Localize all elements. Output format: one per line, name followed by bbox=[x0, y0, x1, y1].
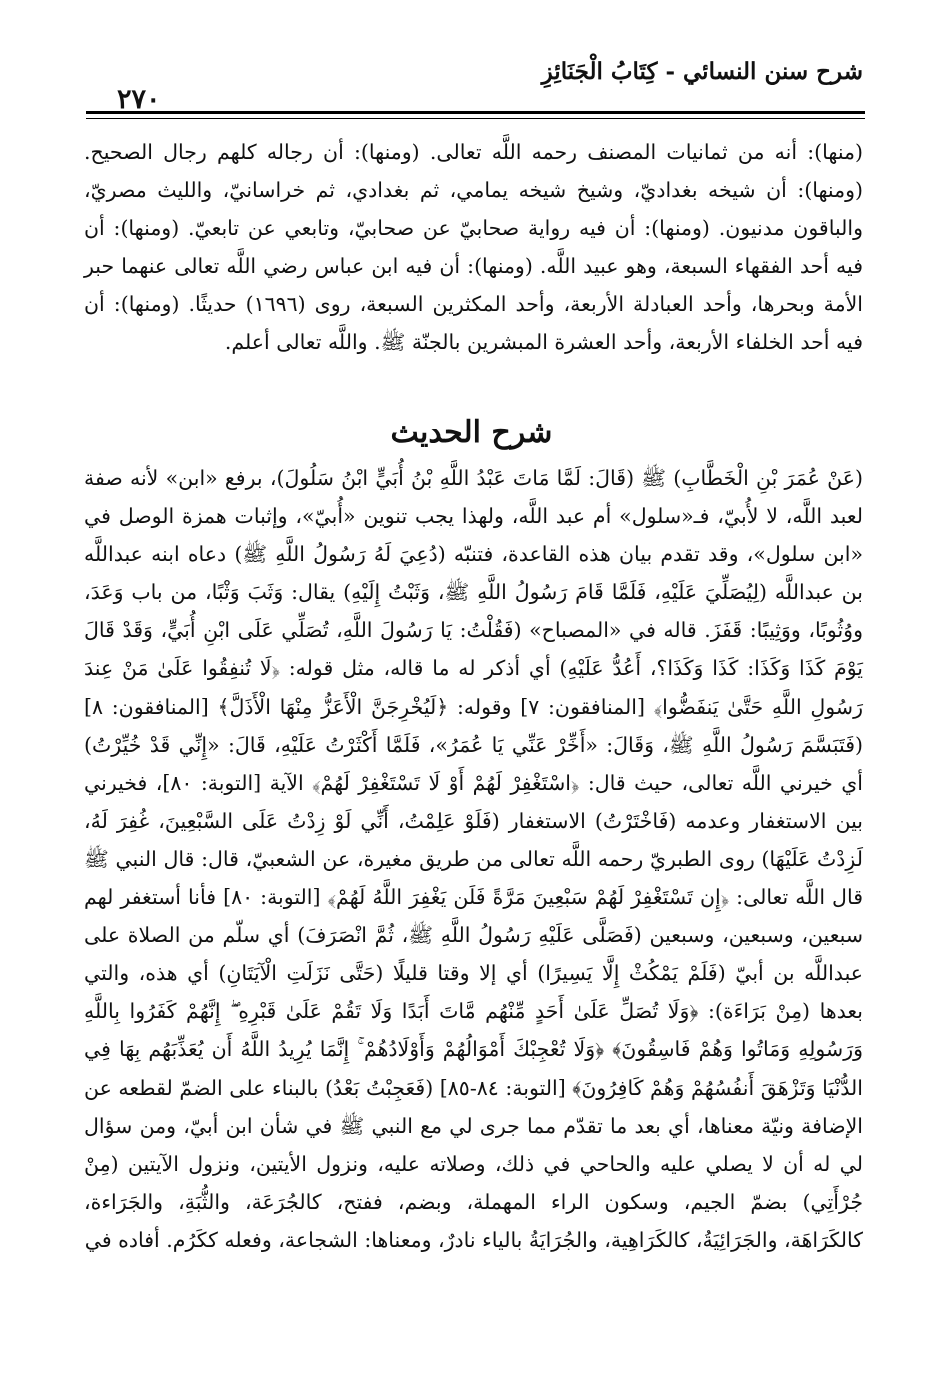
hadith-commentary bbox=[84, 459, 863, 1259]
header-rule-thick bbox=[86, 111, 865, 114]
commentary-paragraph: (عَنْ عُمَرَ بْنِ الْخَطَّابِ) ﷺ (قَالَ: لَمَّا مَاتَ عَبْدُ اللَّهِ بْنُ أُبَيٍّ ابْنُ سَلُولَ)، برفع «ابن» لأنه صفة لعبد اللَّه، لا لأُبيّ، فـ«سلول» أم عبد اللَّه، ولهذا يجب تنوين «أُبيّ»، وإثبات همزة الوصل في «ابن سلول»، وقد تقدم بيان هذه القاعدة، فتنبّه (دُعِيَ لَهُ رَسُولُ اللَّهِ ﷺ) دعاه ابنه عبداللَّه بن عبداللَّه (لِيُصَلِّيَ عَلَيْهِ، فَلَمَّا قَامَ رَسُولُ اللَّهِ ﷺ، وَثَبْتُ إِلَيْهِ) يقال: وَثَبَ وَثْبًا، من باب وَعَدَ، ووُثُوبًا، ووَثِيبًا: قَفَزَ. قاله في «المصباح» (فَقُلْتُ: يَا رَسُولَ اللَّهِ، تُصَلِّي عَلَى ابْنِ أُبَيٍّ، وَقَدْ قَالَ يَوْمَ كَذَا وَكَذَا: كَذَا وَكَذَا؟، أَعُدُّ عَلَيْهِ) أي أذكر له ما قاله، مثل قوله: ﴿لَا تُنفِقُوا عَلَىٰ مَنْ عِندَ رَسُولِ اللَّهِ حَتَّىٰ يَنفَضُّوا﴾ [المنافقون: ٧] وقوله: ﴿لَيُخْرِجَنَّ الْأَعَزُّ مِنْهَا الْأَذَلَّ﴾ [المنافقون: ٨] (فَتَبَسَّمَ رَسُولُ اللَّهِ ﷺ، وَقَالَ: «أَخِّرْ عَنِّي يَا عُمَرُ»، فَلَمَّا أَكْثَرْتُ عَلَيْهِ، قَالَ: «إِنِّي قَدْ خُيِّرْتُ) أي خيرني اللَّه تعالى، حيث قال: ﴿اسْتَغْفِرْ لَهُمْ أَوْ لَا تَسْتَغْفِرْ لَهُمْ﴾ الآية [التوبة: ٨٠]، فخيرني بين الاستغفار وعدمه (فَاخْتَرْتُ) الاستغفار (فَلَوْ عَلِمْتُ، أَنِّي لَوْ زِدْتُ عَلَى السَّبْعِينَ، غُفِرَ لَهُ، لَزِدْتُ عَلَيْهَا) روى الطبريّ رحمه اللَّه تعالى من طريق مغيرة، عن الشعبيّ، قال: قال النبي ﷺ قال اللَّه تعالى: ﴿إِن تَسْتَغْفِرْ لَهُمْ سَبْعِينَ مَرَّةً فَلَن يَغْفِرَ اللَّهُ لَهُمْ﴾ [التوبة: ٨٠] فأنا أستغفر لهم سبعين، وسبعين، وسبعين (فَصَلَّى عَلَيْهِ رَسُولُ اللَّهِ ﷺ، ثُمَّ انْصَرَفَ) أي سلّم من الصلاة على عبداللَّه بن أبيّ (فَلَمْ يَمْكُثْ إِلَّا يَسِيرًا) أي إلا وقتا قليلًا (حَتَّى نَزَلَتِ الْآيَتَانِ) أي هذه، والتي بعدها (مِنْ بَرَاءَة): ﴿وَلَا تُصَلِّ عَلَىٰ أَحَدٍ مِّنْهُم مَّاتَ أَبَدًا وَلَا تَقُمْ عَلَىٰ قَبْرِهِ ۖ إِنَّهُمْ كَفَرُوا بِاللَّهِ وَرَسُولِهِ وَمَاتُوا وَهُمْ فَاسِقُونَ﴾ ﴿وَلَا تُعْجِبْكَ أَمْوَالُهُمْ وَأَوْلَادُهُمْ ۚ إِنَّمَا يُرِيدُ اللَّهُ أَن يُعَذِّبَهُم بِهَا فِي الدُّنْيَا وَتَزْهَقَ أَنفُسُهُمْ وَهُمْ كَافِرُونَ﴾ [التوبة: ٨٤-٨٥] (فَعَجِبْتُ بَعْدُ) بالبناء على الضمّ لقطعه عن الإضافة ونيّة معناها، أي بعد ما تقدّم مما جرى لي مع النبي ﷺ في شأن ابن أبيّ، ومن سؤال لي له أن لا يصلي عليه والحاحي في ذلك، وصلاته عليه، ونزول الأيتين، ونزول الآيتين (مِنْ جُرْأَتِي) بضمّ الجيم، وسكون الراء المهملة، وبضم، ففتح، كالجُرَعَة، والثُّبَةِ، والجَرَاءة، كالكَرَاهَة، والجَرَائِيَةُ، كالكَرَاهِية، والجُرَايَةُ بالياء نادرٌ، ومعناها: الشجاعة، وفعله ككَرُم. أفاده في bbox=[84, 466, 864, 1252]
section-heading: شرح الحديث bbox=[390, 415, 553, 450]
running-title: شرح سنن النسائي - كِتَابُ الْجَنَائِزِ bbox=[541, 58, 863, 85]
intro-paragraph: (منها): أنه من ثمانيات المصنف رحمه اللَّه تعالى. (ومنها): أن رجاله كلهم رجال الصحيح. (ومنها): أن شيخه بغداديّ، وشيخ شيخه يمامي، ثم بغدادي، ثم خراسانيّ، والليث مصريّ، والباقون مدنيون. (ومنها): أن فيه رواية صحابيّ عن صحابيّ، وتابعي عن تابعيّ. (ومنها): أن فيه أحد الفقهاء السبعة، وهو عبيد اللَّه. (ومنها): أن فيه ابن عباس رضي اللَّه تعالى عنهما حبر الأمة وبحرها، وأحد العبادلة الأربعة، وأحد المكثرين السبعة، روى (١٦٩٦) حديثًا. (ومنها): أن فيه أحد الخلفاء الأربعة، وأحد العشرة المبشرين بالجنّة ﷺ. واللَّه تعالى أعلم. bbox=[84, 140, 863, 355]
header-rule-thin bbox=[86, 118, 865, 119]
page-number: ٢٧٠ bbox=[117, 84, 161, 115]
intro-notes bbox=[84, 133, 863, 362]
